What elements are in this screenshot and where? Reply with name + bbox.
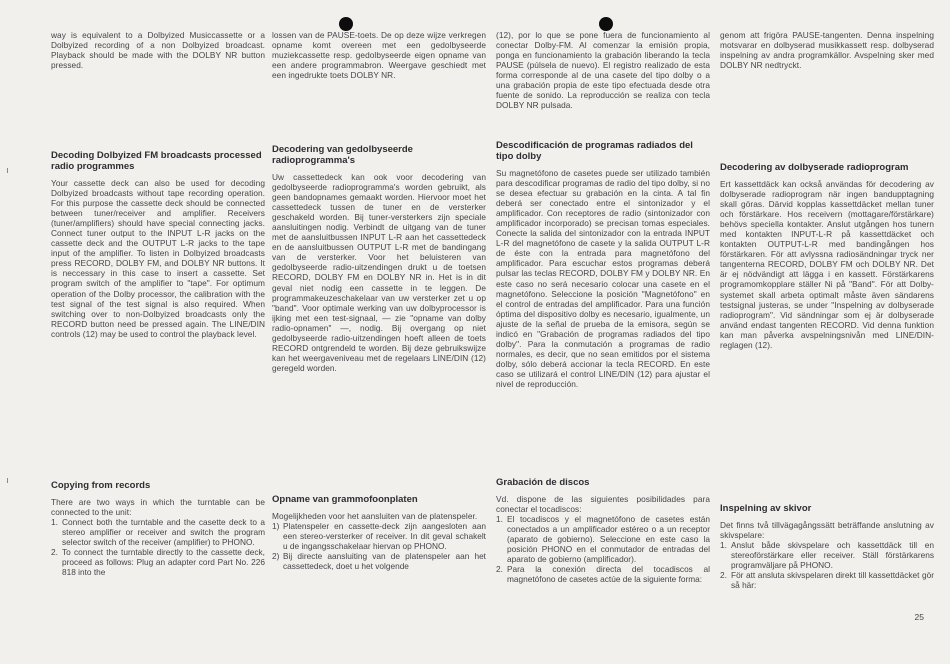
- list-item: 1. Connect both the turntable and the casette deck to a stereo amplifier or receiver and switch the program selector switch of the receiver (amplifier) to PHONO.: [51, 517, 265, 548]
- english-records-list: [51, 517, 265, 577]
- english-fm-section: [51, 150, 265, 339]
- spanish-records-list: [496, 514, 710, 584]
- list-item: 2. Para la conexión directa del tocadiscos al magnetófono de casetes actúe de la siguiente forma:: [496, 564, 710, 585]
- spanish-intro: (12), por lo que se pone fuera de funcionamiento al conectar Dolby-FM. Al comenzar la emisión propia, ponga en funcionamiento la grabación liberando la tecla PAUSE (púlsela de nuevo). El registro realizado de esta forma corresponde al de una casete del tipo dolby o a una grabación propia de este tipo efectuada desde otra fuente de sonido. La reproducción se realiza con tecla DOLBY NR pulsada.: [496, 30, 710, 111]
- swedish-intro: genom att frigöra PAUSE-tangenten. Denna inspelning motsvarar en dolbyserad musikkassett resp. dolbyserad inspelning av andra programkällor. Avspelning sker med DOLBY NR nedtryckt.: [720, 30, 934, 71]
- english-intro: way is equivalent to a Dolbyized Musiccassette or a Dolbyized recording of a non Dolbyized broadcast. Playback should be made with the DOLBY NR button pressed.: [51, 30, 265, 71]
- margin-tick: [7, 168, 8, 173]
- swedish-fm-body: Ert kassettdäck kan också användas för decodering av dolbyserade radioprogram när ingen bandupptagning skall göras. Därvid kopplas kassettdäcket mellan tuner och förstärkare. Hos receivern (mottagare/förstärkare) behövs speciella kontakter. Anslut utgången hos tunern med kontakten INPUT-L-R på kassettdäcket och kontakten OUTPUT-L-R med bandingången hos förstärkaren. För att avlyssna radiosändningar tryck ner tangenterna RECORD, DOLBY FM och DOLBY NR. Det är ej nödvändigt att lägga i en kassett. Förstärkarens programomkopplare ställer Ni på "Band". För att Dolby-systemet skall arbeta optimalt måste även sändarens testsignal justeras, se under "Inspelning av dolbyserade radioprogram". Vid sändningar som ej är dolbyserade använd endast tangenten RECORD. Vid denna funktion kan man påverka avspelningsnivån med LINE/DIN-reglagen (12).: [720, 179, 934, 350]
- spanish-records-section: [496, 477, 710, 584]
- english-fm-heading: Decoding Dolbyized FM broadcasts processed radio programmes: [51, 150, 262, 172]
- swedish-records-list: [720, 540, 934, 590]
- list-item: 2. To connect the turntable directly to the cassette deck, proceed as follows: Plug an adapter cord Part No. 226 818 into the: [51, 547, 265, 578]
- english-records-intro: There are two ways in which the turntable can be connected to the unit:: [51, 497, 265, 518]
- dutch-fm-heading: Decodering van gedolbyseerde radioprogramma's: [272, 144, 413, 166]
- list-item: 1. Anslut både skivspelare och kassettdäck till en stereoförstärkare eller receiver. Ställ förstärkarens programväljare på PHONO.: [720, 540, 934, 571]
- dutch-records-list: [272, 521, 486, 571]
- swedish-records-section: [720, 503, 934, 590]
- english-records-heading: Copying from records: [51, 480, 151, 491]
- dutch-fm-body: Uw cassettedeck kan ook voor decodering van gedolbyseerde radioprogramma's worden gebruikt, als geen bandopnames gemaakt worden. Hiervoor moet het cassettedeck tussen de tuner en de versterker geschakeld worden. Bij tuner-versterkers zijn speciale aansluitingen nodig. Verbindt de uitgang van de tuner met de aansluitbussen INPUT L-R aan het cassettedeck en de aansluitbussen OUTPUT L-R met de bandingang van de versterker. Voor het beluisteren van gedolbyseerde radio-uitzendingen drukt u de toetsen RECORD, DOLBY FM en DOLBY NR in. Het is in dit geval niet nodig een cassette in te leggen. De programmakeuzeschakelaar van uw versterker zet u op "band". Voor optimale werking van uw dolbyprocessor is ijking met een test-signaal, — zie "opname van dolby radio-opnamen" —, nodig. Bij overgang op niet gedolbyseerde radio-uitzendingen hoeft alleen de toets RECORD ontgrendeld te worden. Bij deze gebruikswijze kan het weergaveniveau met de regelaars LINE/DIN (12) geregeld worden.: [272, 172, 486, 373]
- spanish-records-heading: Grabación de discos: [496, 477, 590, 488]
- swedish-fm-section: [720, 162, 934, 350]
- swedish-records-intro: Det finns två tillvägagångssätt beträffande anslutning av skivspelare:: [720, 520, 934, 541]
- dutch-intro: lossen van de PAUSE-toets. De op deze wijze verkregen opname komt overeen met een gedolbyseerde muziekcassette resp. gedolbyseerde eigen opname van een andere programmabron. Weergave geschiedt met een ingedrukte toets DOLBY NR.: [272, 30, 486, 81]
- list-item: 1. El tocadiscos y el magnetófono de casetes están conectados a un amplificador estéreo o a un receptor (aparato de gobierno). Seleccione en este caso la posición PHONO en el conmutador de entradas del aparato de gobierno (amplificador).: [496, 514, 710, 565]
- swedish-records-heading: Inspelning av skivor: [720, 503, 812, 514]
- margin-tick: [7, 478, 8, 483]
- punch-hole-dot: [339, 17, 353, 31]
- dutch-fm-section: [272, 144, 486, 373]
- spanish-records-intro: Vd. dispone de las siguientes posibilidades para conectar el tocadiscos:: [496, 494, 710, 515]
- dutch-records-intro: Mogelijkheden voor het aansluiten van de platenspeler.: [272, 511, 478, 521]
- list-item: 1) Platenspeler en cassette-deck zijn aangesloten aan een stereo-versterker of receiver. In dit geval schakelt u de ingangsschakelaar hiervan op PHONO.: [272, 521, 486, 552]
- dutch-records-heading: Opname van grammofoonplaten: [272, 494, 418, 505]
- list-item: 2. För att ansluta skivspelaren direkt till kassettdäcket gör så här:: [720, 570, 934, 591]
- english-fm-body: Your cassette deck can also be used for decoding Dolbyized broadcasts without tape recording operation. For this purpose the cassette deck should be connected between tuner/receiver and amplifier. Receivers (tuner/amplifiers) should have special connecting jacks. Connect tuner output to the INPUT L-R jacks on the cassette deck and the OUTPUT L-R jacks to the tape input of the amplifier. To listen in Dolbyized broadcasts press RECORD, DOLBY FM, and DOLBY NR buttons. It is neccessary in this case to insert a cassette. Set program switch of the amplifier to "tape". For optimum operation of the Dolby processor, the calibration with the test signal of the test signal is also required. When switching over to non-Dolbyized broadcasts only the RECORD button need be pressed again. The LINE/DIN controls (12) may be used to control the playback level.: [51, 178, 265, 339]
- punch-hole-dot: [599, 17, 613, 31]
- spanish-fm-heading: Descodificación de programas radiados del tipo dolby: [496, 140, 693, 162]
- english-records-section: [51, 480, 265, 577]
- page-number: 25: [914, 612, 924, 622]
- spanish-fm-section: [496, 140, 710, 389]
- dutch-records-section: [272, 494, 486, 571]
- spanish-fm-body: Su magnetófono de casetes puede ser utilizado también para descodificar programas de radio del tipo dolby, si no se desea efectuar su grabación en la cinta. A tal fin deberá ser conectado entre el sintonizador y el amplificador. Con receptores de radio (sintonizador con amplificador incorporado) se precisan tomas especiales. Conecte la salida del sintonizador con la entrada INPUT L-R del magnetófono de casete y la salida OUTPUT L-R de éste con la entrada para magnetófono del amplificador. Para escuchar estos programas deberá pulsar las teclas RECORD, DOLBY FM y DOLBY NR. En este caso no será necesario colocar una casete en el magnetófono. Seleccione la posición "Magnetófono" en el control de entradas del amplificador. Para una función óptima del dispositivo dolby es necesario, igualmente, un ajuste de la señal de prueba de la emisora, según se indicó en "Grabación de programas radiados del tipo dolby". Para la conmutación a programas de radio normales, es decir, que no sean emitidos por el sistema dolby, sólo deberá accionar la tecla RECORD. En este caso se utilizará el control LINE/DIN (12) para ajustar el nivel de reproducción.: [496, 168, 710, 389]
- swedish-fm-heading: Decodering av dolbyserade radioprogram: [720, 162, 909, 173]
- list-item: 2) Bij directe aansluiting van de platenspeler aan het cassettedeck, doet u het volgende: [272, 551, 486, 572]
